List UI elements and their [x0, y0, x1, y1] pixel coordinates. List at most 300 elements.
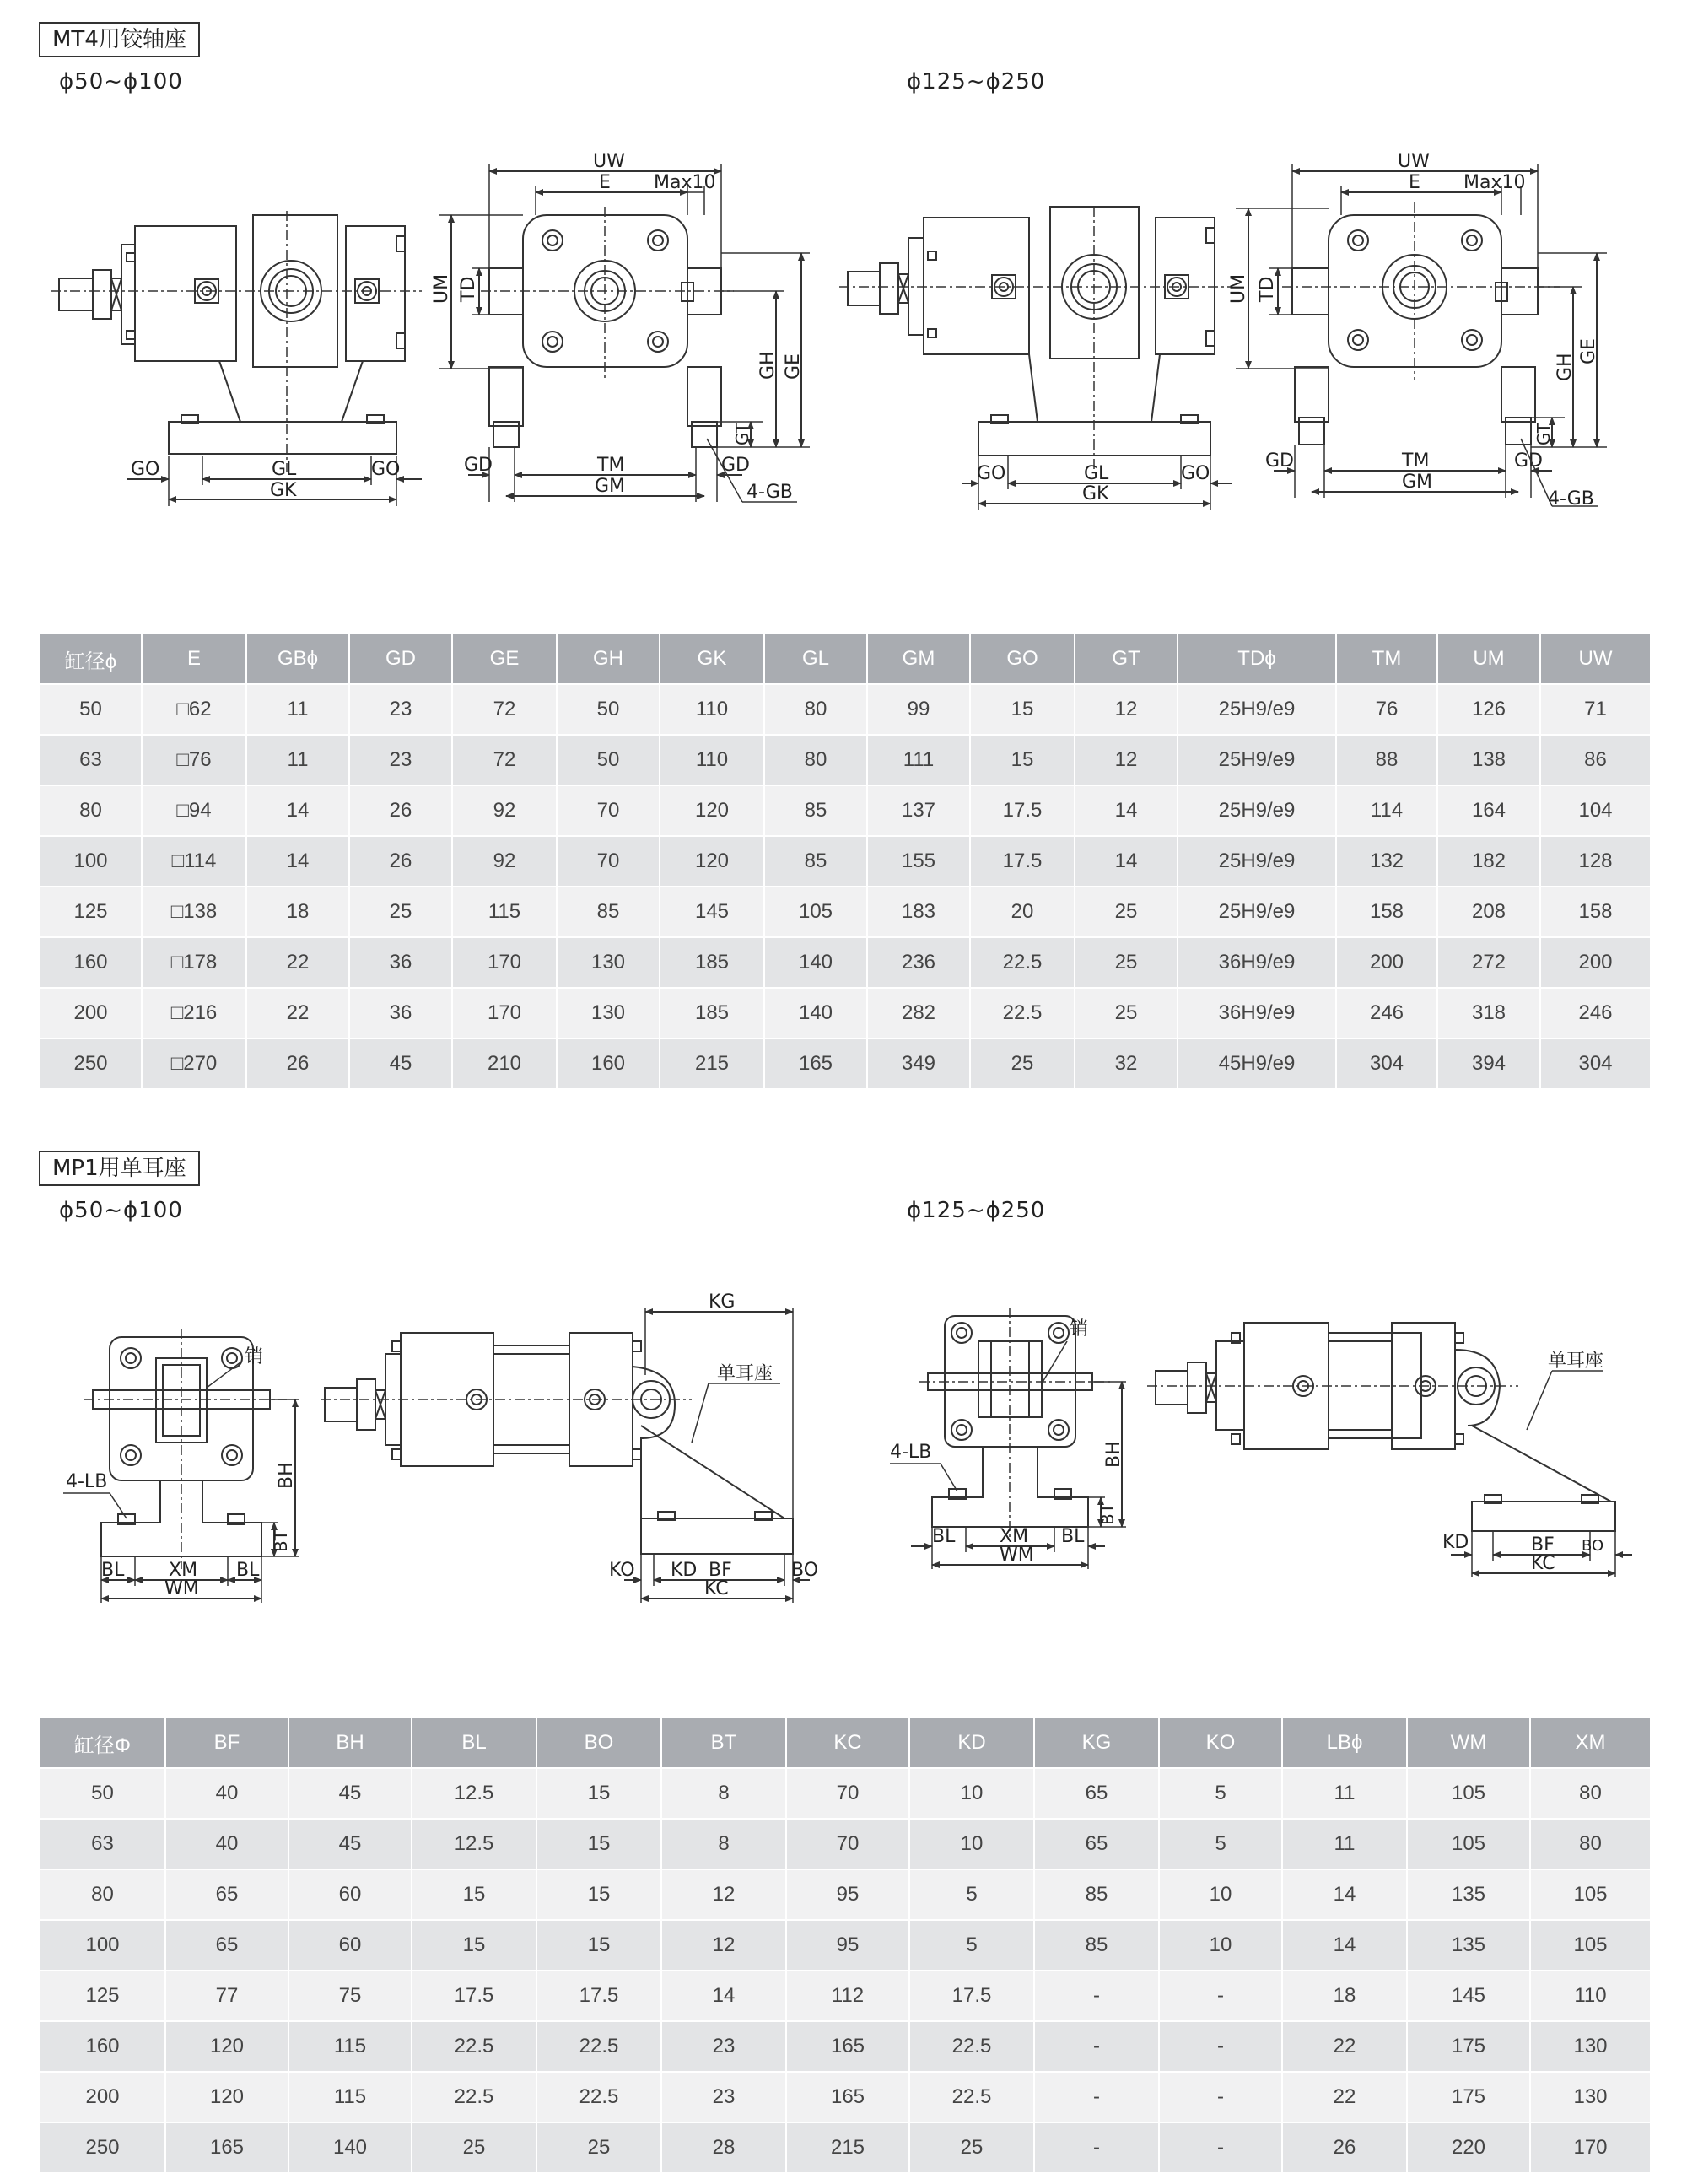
mt4-table-cell: 26 [349, 785, 452, 836]
mp1-table-cell: 10 [909, 1819, 1034, 1869]
mp1-left-pin-label: 销 [245, 1346, 264, 1367]
mp1-table-cell: 63 [40, 1819, 165, 1869]
mp1-table-cell: 5 [1159, 1768, 1282, 1819]
mt4-table-cell: 50 [557, 684, 660, 735]
mp1-table-cell: 15 [412, 1920, 536, 1971]
mp1-header-cell: WM [1407, 1718, 1530, 1768]
mp1-header-cell: LBϕ [1282, 1718, 1407, 1768]
mp1-left-bo-label: BO [791, 1560, 819, 1581]
mt4-table-cell: 76 [1336, 684, 1437, 735]
mp1-table-cell: 120 [165, 2072, 288, 2122]
mt4-table-cell: 32 [1075, 1038, 1178, 1088]
mt4-table-cell: 160 [557, 1038, 660, 1088]
mp1-right-kd-label: KD [1442, 1532, 1469, 1553]
mt4-table-cell: 25 [1075, 988, 1178, 1038]
mp1-table-row [40, 1869, 1650, 1920]
mt4-table-cell: 304 [1336, 1038, 1437, 1088]
mp1-table-cell: 75 [288, 1971, 412, 2021]
mp1-left-bf-label: BF [709, 1560, 732, 1581]
mp1-table-cell: 11 [1282, 1768, 1407, 1819]
mp1-left-lb-label: 4-LB [66, 1471, 108, 1492]
mp1-header-cell: BL [412, 1718, 536, 1768]
mp1-table-cell: 14 [1282, 1920, 1407, 1971]
mt4-table-cell: 25 [349, 887, 452, 937]
mp1-table-cell: 12 [661, 1920, 786, 1971]
mp1-header-cell: BT [661, 1718, 786, 1768]
mp1-right-bracket-label: 单耳座 [1548, 1351, 1604, 1372]
mp1-table-cell: 22.5 [536, 2072, 661, 2122]
mp1-table-cell: 10 [1159, 1869, 1282, 1920]
mp1-table-cell: 165 [165, 2122, 288, 2172]
mt4-header-cell: GT [1075, 634, 1178, 684]
mt4-table-cell: 92 [452, 785, 557, 836]
mt4-table-row [40, 684, 1650, 735]
mp1-table-cell: 170 [1530, 2122, 1650, 2172]
mp1-header-cell: 缸径Φ [40, 1718, 165, 1768]
mt4-table-cell: 115 [452, 887, 557, 937]
mp1-table-cell: 160 [40, 2021, 165, 2072]
mt4-right-gm-label: GM [1402, 472, 1433, 493]
mp1-table-cell: 65 [165, 1920, 288, 1971]
mp1-table-cell: 105 [1530, 1869, 1650, 1920]
mp1-drawings [0, 1265, 1687, 1670]
mt4-table-cell: 99 [867, 684, 970, 735]
mt4-table-cell: 236 [867, 937, 970, 988]
mt4-table-cell: 120 [660, 785, 764, 836]
mp1-header-cell: BO [536, 1718, 661, 1768]
mp1-table-cell: - [1159, 2122, 1282, 2172]
mt4-table-cell: 14 [246, 785, 349, 836]
mt4-table-cell: 80 [40, 785, 142, 836]
mt4-table-cell: 215 [660, 1038, 764, 1088]
mt4-table-cell: 130 [557, 937, 660, 988]
mt4-table-cell: 36H9/e9 [1178, 937, 1336, 988]
mt4-left-gk-label: GK [270, 480, 297, 501]
mp1-table-cell: 105 [1407, 1768, 1530, 1819]
mp1-header-cell: KC [786, 1718, 909, 1768]
mt4-table-cell: 185 [660, 988, 764, 1038]
mp1-table-cell: - [1034, 2122, 1159, 2172]
mt4-table-cell: 85 [764, 785, 867, 836]
mp1-table-cell: 95 [786, 1869, 909, 1920]
mp1-table-cell: 25 [536, 2122, 661, 2172]
mp1-table-cell: 12 [661, 1869, 786, 1920]
mt4-table-cell: 50 [40, 684, 142, 735]
mp1-table-row [40, 1819, 1650, 1869]
mt4-table-cell: 246 [1540, 988, 1650, 1038]
mt4-table-cell: 170 [452, 937, 557, 988]
mp1-table-cell: 135 [1407, 1869, 1530, 1920]
mt4-right-e-label: E [1409, 172, 1420, 193]
mt4-header-cell: GL [764, 634, 867, 684]
mp1-table-cell: 85 [1034, 1869, 1159, 1920]
mt4-table-cell: 11 [246, 684, 349, 735]
mp1-table-row [40, 1971, 1650, 2021]
mt4-table-cell: 25H9/e9 [1178, 887, 1336, 937]
mt4-table-cell: □270 [142, 1038, 246, 1088]
mp1-table-cell: 105 [1407, 1819, 1530, 1869]
mt4-table-cell: 14 [1075, 836, 1178, 887]
mp1-right-bt-label: BT [1097, 1503, 1118, 1525]
mt4-drawings [0, 127, 1687, 599]
mt4-right-go-label: GO [977, 463, 1006, 484]
mt4-table-cell: □76 [142, 735, 246, 785]
mp1-left-wm-label: WM [164, 1578, 199, 1599]
mt4-header-cell: GO [970, 634, 1075, 684]
mt4-left-ge-label: GE [783, 353, 804, 380]
mp1-table-cell: 25 [412, 2122, 536, 2172]
mp1-table-cell: 135 [1407, 1920, 1530, 1971]
mt4-header-cell: GM [867, 634, 970, 684]
mp1-right-bf-label: BF [1531, 1534, 1555, 1556]
mp1-table-cell: 22 [1282, 2072, 1407, 2122]
mt4-table-cell: 105 [764, 887, 867, 937]
mp1-left-bh-label: BH [276, 1462, 297, 1489]
mt4-right-gl-label: GL [1084, 463, 1109, 484]
mt4-table-cell: 132 [1336, 836, 1437, 887]
mt4-right-uw-label: UW [1398, 151, 1430, 172]
mt4-left-gb-label: 4-GB [746, 482, 793, 503]
mp1-table-cell: 220 [1407, 2122, 1530, 2172]
mt4-left-e-label: E [599, 172, 611, 193]
mt4-table-cell: 25H9/e9 [1178, 785, 1336, 836]
mp1-right-side-view [1147, 1323, 1632, 1577]
mp1-table-cell: 22 [1282, 2021, 1407, 2072]
mt4-table-cell: 158 [1540, 887, 1650, 937]
mp1-left-bt-label: BT [271, 1530, 291, 1552]
mp1-table-cell: 95 [786, 1920, 909, 1971]
mt4-table-cell: 20 [970, 887, 1075, 937]
mt4-table-cell: 17.5 [970, 785, 1075, 836]
mp1-right-xm-label: XM [1000, 1526, 1029, 1547]
mp1-table-cell: 22.5 [412, 2072, 536, 2122]
mp1-table-cell: 80 [1530, 1768, 1650, 1819]
mp1-table-row [40, 2122, 1650, 2172]
mp1-table-cell: 200 [40, 2072, 165, 2122]
mp1-left-bracket-label: 单耳座 [717, 1363, 773, 1384]
mp1-table-cell: - [1159, 2072, 1282, 2122]
mt4-table-cell: 140 [764, 937, 867, 988]
mt4-table-cell: □62 [142, 684, 246, 735]
mp1-table-cell: - [1034, 2021, 1159, 2072]
mp1-table-cell: 17.5 [536, 1971, 661, 2021]
mp1-table-cell: 115 [288, 2021, 412, 2072]
mp1-header-cell: KD [909, 1718, 1034, 1768]
mp1-table-cell: 8 [661, 1819, 786, 1869]
mt4-right-tm-label: TM [1402, 450, 1430, 472]
mp1-table-cell: 23 [661, 2021, 786, 2072]
mt4-right-um-label: UM [1228, 273, 1249, 304]
mt4-table-cell: 304 [1540, 1038, 1650, 1088]
mt4-table-cell: 120 [660, 836, 764, 887]
mp1-right-range: ϕ125~ϕ250 [907, 1198, 1046, 1223]
mp1-header-cell: BF [165, 1718, 288, 1768]
mt4-table-cell: 114 [1336, 785, 1437, 836]
mp1-right-kc-label: KC [1531, 1553, 1555, 1574]
mt4-table-cell: 80 [764, 735, 867, 785]
mt4-table-cell: 22.5 [970, 937, 1075, 988]
mt4-table-cell: 45H9/e9 [1178, 1038, 1336, 1088]
mt4-table-cell: 86 [1540, 735, 1650, 785]
mp1-left-side-view [321, 1292, 818, 1603]
mp1-left-range: ϕ50~ϕ100 [59, 1198, 183, 1223]
mt4-table-cell: 100 [40, 836, 142, 887]
mt4-table-cell: 185 [660, 937, 764, 988]
mt4-table-cell: 36H9/e9 [1178, 988, 1336, 1038]
mp1-table-cell: 17.5 [412, 1971, 536, 2021]
mt4-table-cell: 111 [867, 735, 970, 785]
mt4-table-cell: 246 [1336, 988, 1437, 1038]
mt4-table-row [40, 937, 1650, 988]
mp1-table-row [40, 2021, 1650, 2072]
mt4-table-cell: 14 [246, 836, 349, 887]
mp1-table-cell: 110 [1530, 1971, 1650, 2021]
mp1-table-cell: 40 [165, 1768, 288, 1819]
mp1-table-cell: 10 [1159, 1920, 1282, 1971]
mt4-table-cell: 88 [1336, 735, 1437, 785]
mp1-table-cell: 250 [40, 2122, 165, 2172]
mp1-right-bo-label: BO [1582, 1537, 1604, 1555]
mt4-table-cell: 208 [1437, 887, 1540, 937]
mp1-table-row [40, 2072, 1650, 2122]
mp1-table-cell: 65 [1034, 1768, 1159, 1819]
mt4-table-cell: 36 [349, 988, 452, 1038]
mp1-right-bl-label: BL [932, 1526, 956, 1547]
mp1-table-cell: 10 [909, 1768, 1034, 1819]
mp1-table-cell: 80 [40, 1869, 165, 1920]
mt4-table-cell: 272 [1437, 937, 1540, 988]
mp1-table-cell: 112 [786, 1971, 909, 2021]
mt4-table-cell: 92 [452, 836, 557, 887]
mt4-table-cell: 36 [349, 937, 452, 988]
mt4-left-side-view [51, 211, 422, 506]
mp1-table-cell: 125 [40, 1971, 165, 2021]
mt4-table-cell: □178 [142, 937, 246, 988]
mp1-table-cell: 50 [40, 1768, 165, 1819]
mp1-table-cell: 15 [412, 1869, 536, 1920]
mt4-right-gb-label: 4-GB [1548, 488, 1594, 510]
mt4-table-cell: 25H9/e9 [1178, 836, 1336, 887]
mt4-header-cell: 缸径ϕ [40, 634, 142, 684]
mt4-table-cell: 130 [557, 988, 660, 1038]
mp1-table-cell: 11 [1282, 1819, 1407, 1869]
mp1-table-cell: 15 [536, 1768, 661, 1819]
mt4-left-td-label: TD [458, 276, 479, 302]
mt4-table-cell: 22 [246, 937, 349, 988]
mt4-right-ge-label: GE [1578, 338, 1599, 364]
mt4-table-cell: 349 [867, 1038, 970, 1088]
mp1-table-cell: 40 [165, 1819, 288, 1869]
mt4-table-cell: □138 [142, 887, 246, 937]
mp1-table-cell: - [1159, 1971, 1282, 2021]
mp1-left-bl-label: BL [101, 1560, 125, 1581]
mp1-left-xm-label: XM [169, 1560, 198, 1581]
mt4-table-cell: 15 [970, 735, 1075, 785]
mp1-right-bh-label: BH [1103, 1441, 1124, 1468]
mt4-table-cell: 155 [867, 836, 970, 887]
mp1-header-cell: BH [288, 1718, 412, 1768]
mt4-table-cell: 23 [349, 735, 452, 785]
mt4-left-gl-label: GL [272, 459, 297, 480]
mt4-header-cell: GD [349, 634, 452, 684]
mt4-table-cell: 282 [867, 988, 970, 1038]
mt4-table-cell: 18 [246, 887, 349, 937]
mp1-table-cell: 12.5 [412, 1819, 536, 1869]
mp1-left-bl2-label: BL [236, 1560, 260, 1581]
mt4-left-uw-label: UW [593, 151, 625, 172]
mp1-table-cell: 8 [661, 1768, 786, 1819]
mt4-header-cell: GH [557, 634, 660, 684]
mp1-table-cell: 100 [40, 1920, 165, 1971]
mt4-header-cell: GE [452, 634, 557, 684]
mp1-table-cell: 22.5 [909, 2072, 1034, 2122]
mp1-table-cell: 60 [288, 1920, 412, 1971]
mt4-header-cell: TDϕ [1178, 634, 1336, 684]
mp1-table-cell: 14 [661, 1971, 786, 2021]
mp1-table-cell: 15 [536, 1920, 661, 1971]
mp1-table-cell: 65 [1034, 1819, 1159, 1869]
mt4-header-cell: GBϕ [246, 634, 349, 684]
mp1-right-pin-label: 销 [1070, 1318, 1089, 1340]
mp1-table-cell: 28 [661, 2122, 786, 2172]
mt4-table-cell: 137 [867, 785, 970, 836]
mt4-table-cell: 22 [246, 988, 349, 1038]
mp1-table-cell: - [1034, 2072, 1159, 2122]
mt4-table-cell: 72 [452, 735, 557, 785]
mt4-left-gd2-label: GD [721, 455, 750, 476]
mt4-table-cell: 25H9/e9 [1178, 735, 1336, 785]
mt4-table-cell: 70 [557, 785, 660, 836]
mp1-table-cell: 5 [1159, 1819, 1282, 1869]
mp1-table-cell: 12.5 [412, 1768, 536, 1819]
mt4-right-gk-label: GK [1082, 483, 1109, 504]
mt4-left-gd-label: GD [464, 455, 493, 476]
mt4-table-cell: 394 [1437, 1038, 1540, 1088]
mp1-table-cell: - [1034, 1971, 1159, 2021]
mp1-table-cell: 165 [786, 2072, 909, 2122]
mp1-table-row [40, 1768, 1650, 1819]
mt4-table-cell: 25 [970, 1038, 1075, 1088]
mt4-table-cell: 70 [557, 836, 660, 887]
mp1-right-lb-label: 4-LB [890, 1442, 932, 1463]
mt4-table-row [40, 785, 1650, 836]
mp1-table-cell: 175 [1407, 2021, 1530, 2072]
mp1-table-cell: 5 [909, 1869, 1034, 1920]
mt4-right-range: ϕ125~ϕ250 [907, 69, 1046, 94]
mt4-right-td-label: TD [1257, 276, 1278, 302]
mt4-table-cell: 183 [867, 887, 970, 937]
mp1-left-kd-label: KD [671, 1560, 698, 1581]
mt4-table-cell: 14 [1075, 785, 1178, 836]
mp1-header-cell: XM [1530, 1718, 1650, 1768]
mp1-table-cell: 18 [1282, 1971, 1407, 2021]
mp1-table-cell: 130 [1530, 2072, 1650, 2122]
mt4-left-go2-label: GO [371, 459, 401, 480]
mt4-table-cell: 182 [1437, 836, 1540, 887]
mp1-table-cell: 14 [1282, 1869, 1407, 1920]
mt4-left-front-view [431, 151, 810, 503]
mp1-table-cell: 60 [288, 1869, 412, 1920]
mt4-left-gh-label: GH [757, 351, 779, 380]
mp1-table-cell: - [1159, 2021, 1282, 2072]
mt4-table-cell: 145 [660, 887, 764, 937]
mp1-table-cell: 22.5 [909, 2021, 1034, 2072]
mt4-table-cell: 126 [1437, 684, 1540, 735]
mt4-table-cell: 200 [40, 988, 142, 1038]
mt4-table-row [40, 988, 1650, 1038]
mp1-table-row [40, 1920, 1650, 1971]
mt4-table-cell: 138 [1437, 735, 1540, 785]
mp1-table-cell: 70 [786, 1768, 909, 1819]
mp1-table-cell: 85 [1034, 1920, 1159, 1971]
mp1-table-cell: 45 [288, 1768, 412, 1819]
mp1-spec-table [40, 1718, 1650, 2172]
mt4-right-gd2-label: GD [1514, 450, 1543, 472]
mp1-table-cell: 120 [165, 2021, 288, 2072]
mt4-table-cell: 200 [1540, 937, 1650, 988]
mt4-table-cell: 85 [557, 887, 660, 937]
mt4-table-cell: 250 [40, 1038, 142, 1088]
mt4-table-cell: 128 [1540, 836, 1650, 887]
mt4-table-cell: 160 [40, 937, 142, 988]
mt4-table-cell: □216 [142, 988, 246, 1038]
mt4-table-cell: □114 [142, 836, 246, 887]
mt4-left-gt-label: GT [732, 422, 752, 445]
mt4-header-cell: UM [1437, 634, 1540, 684]
mp1-left-end-view [63, 1329, 299, 1603]
mt4-table-cell: 26 [246, 1038, 349, 1088]
mp1-table-cell: 45 [288, 1819, 412, 1869]
mt4-right-gh-label: GH [1555, 353, 1576, 381]
mp1-table-cell: 77 [165, 1971, 288, 2021]
mt4-table-cell: 110 [660, 684, 764, 735]
mp1-table-cell: 115 [288, 2072, 412, 2122]
mt4-header-cell: GK [660, 634, 764, 684]
mt4-header-cell: UW [1540, 634, 1650, 684]
mt4-section-title: MT4用铰轴座 [39, 22, 200, 57]
mt4-left-tm-label: TM [597, 455, 625, 476]
mp1-table-cell: 145 [1407, 1971, 1530, 2021]
mt4-table-cell: 80 [764, 684, 867, 735]
mt4-table-cell: 170 [452, 988, 557, 1038]
mp1-right-end-view [890, 1308, 1126, 1569]
mt4-right-gt-label: GT [1533, 422, 1554, 445]
mt4-table-cell: 110 [660, 735, 764, 785]
mt4-table-cell: 85 [764, 836, 867, 887]
mt4-table-cell: 25H9/e9 [1178, 684, 1336, 735]
mt4-table-cell: 72 [452, 684, 557, 735]
mt4-right-gd-label: GD [1265, 450, 1294, 472]
mp1-table-cell: 23 [661, 2072, 786, 2122]
mt4-table-cell: 26 [349, 836, 452, 887]
mt4-table-cell: 11 [246, 735, 349, 785]
mt4-table-row [40, 836, 1650, 887]
mp1-right-bl2-label: BL [1061, 1526, 1085, 1547]
mp1-left-kg-label: KG [709, 1292, 736, 1313]
mt4-table-cell: □94 [142, 785, 246, 836]
mt4-left-go-label: GO [131, 459, 160, 480]
mt4-table-cell: 25 [1075, 887, 1178, 937]
mp1-table-cell: 25 [909, 2122, 1034, 2172]
mt4-table-cell: 158 [1336, 887, 1437, 937]
mt4-table-row [40, 735, 1650, 785]
mp1-section-title: MP1用单耳座 [39, 1151, 200, 1186]
mt4-table-cell: 17.5 [970, 836, 1075, 887]
mt4-table-cell: 23 [349, 684, 452, 735]
mt4-table-cell: 12 [1075, 684, 1178, 735]
mt4-table-cell: 165 [764, 1038, 867, 1088]
mt4-table-cell: 318 [1437, 988, 1540, 1038]
